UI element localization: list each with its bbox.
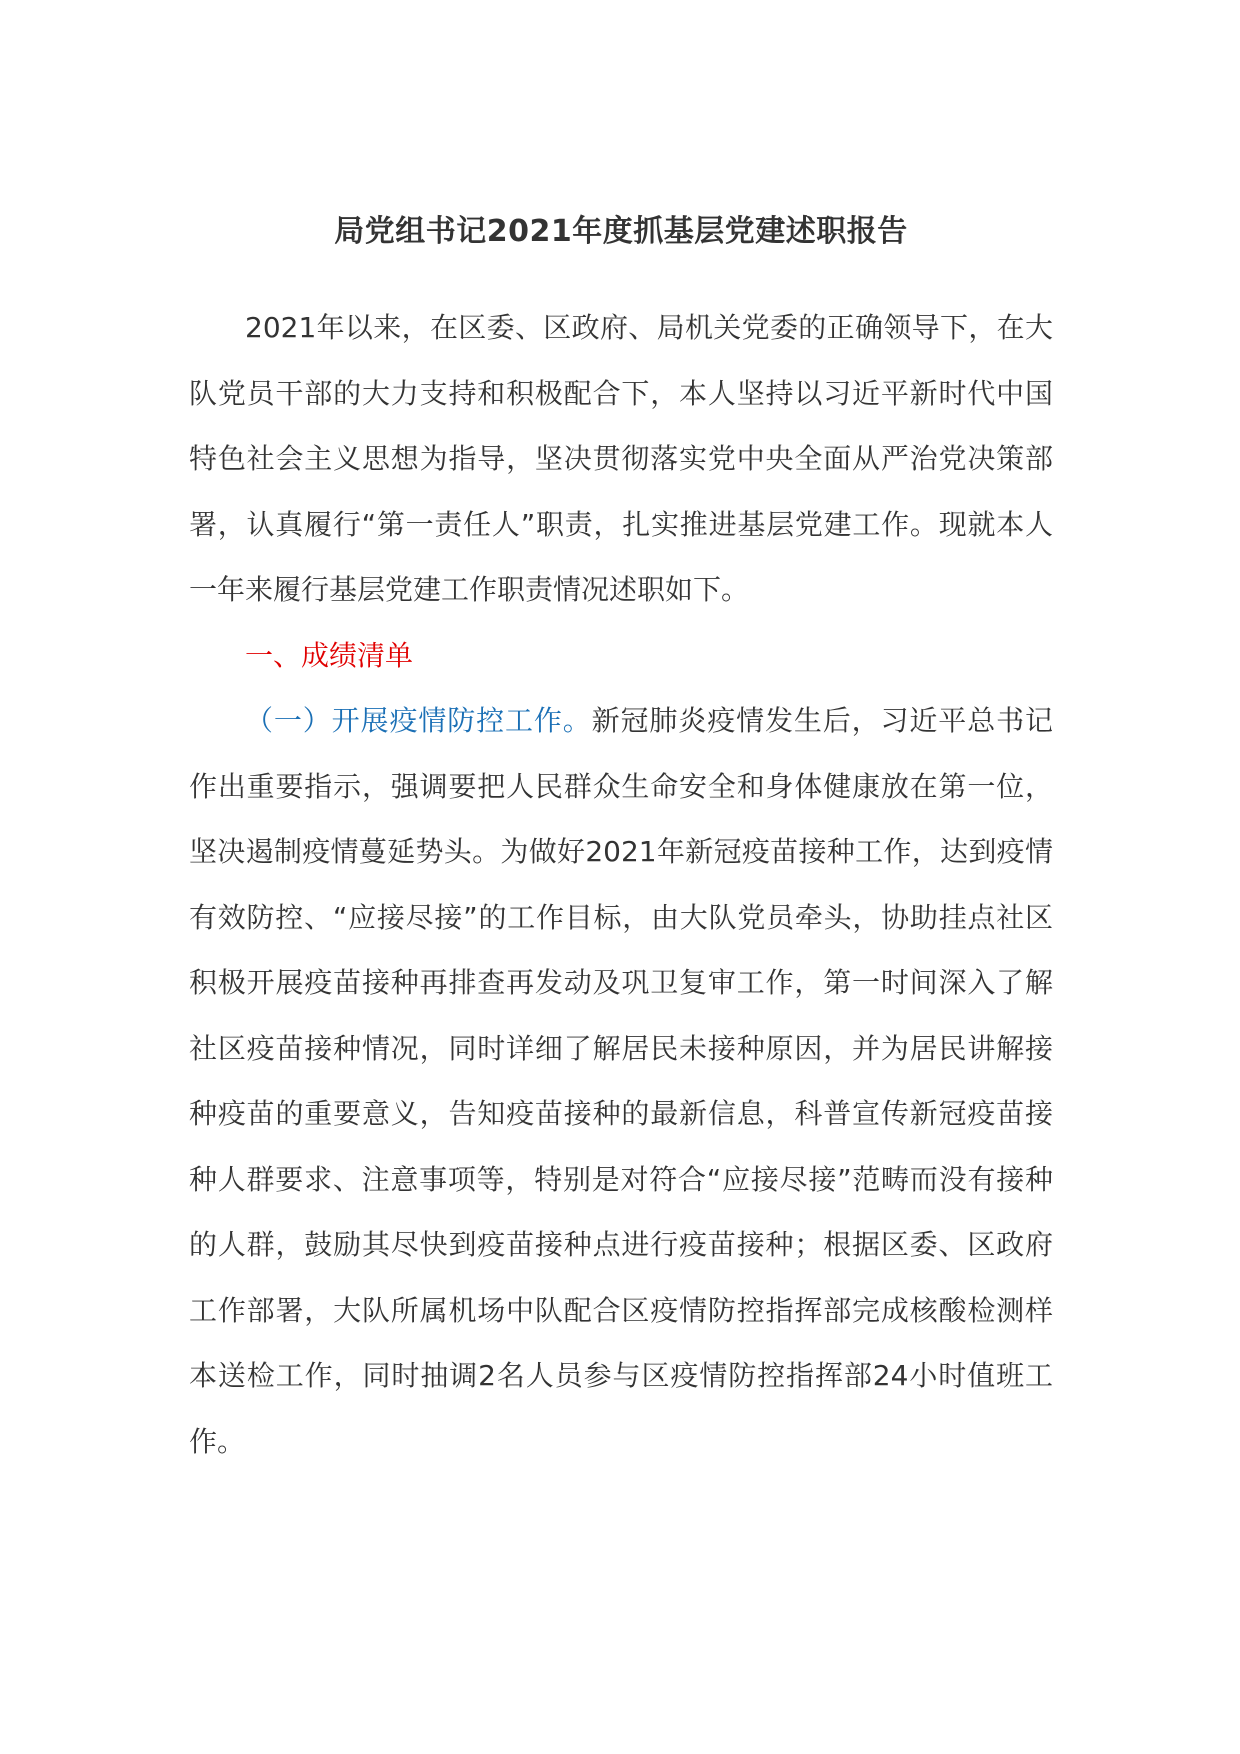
subsection-heading: （一）开展疫情防控工作。 — [245, 704, 592, 737]
document-page — [189, 212, 1053, 1474]
subsection-body: 新冠肺炎疫情发生后，习近平总书记作出重要指示，强调要把人民群众生命安全和身体健康放在第一位，坚决遏制疫情蔓延势头。为做好2021年新冠疫苗接种工作，达到疫情有效防控、“应接尽接”的工作目标，由大队党员牵头，协助挂点社区积极开展疫苗接种再排查再发动及巩卫复审工作，第一时间深入了解社区疫苗接种情况，同时详细了解居民未接种原因，并为居民讲解接种疫苗的重要意义，告知疫苗接种的最新信息，科普宣传新冠疫苗接种人群要求、注意事项等，特别是对符合“应接尽接”范畴而没有接种的人群，鼓励其尽快到疫苗接种点进行疫苗接种；根据区委、区政府工作部署，大队所属机场中队配合区疫情防控指挥部完成核酸检测样本送检工作，同时抽调2名人员参与区疫情防控指挥部24小时值班工作。 — [189, 704, 1053, 1458]
section-one-paragraph — [189, 623, 1053, 689]
intro-paragraph: 2021年以来，在区委、区政府、局机关党委的正确领导下，在大队党员干部的大力支持和积极配合下，本人坚持以习近平新时代中国特色社会主义思想为指导，坚决贯彻落实党中央全面从严治党决策部署，认真履行“第一责任人”职责，扎实推进基层党建工作。现就本人一年来履行基层党建工作职责情况述职如下。 — [189, 311, 1053, 606]
section-heading: 一、成绩清单 — [245, 638, 414, 672]
item-one-paragraph — [189, 688, 1053, 1474]
document-title: 局党组书记2021年度抓基层党建述职报告 — [334, 214, 908, 249]
